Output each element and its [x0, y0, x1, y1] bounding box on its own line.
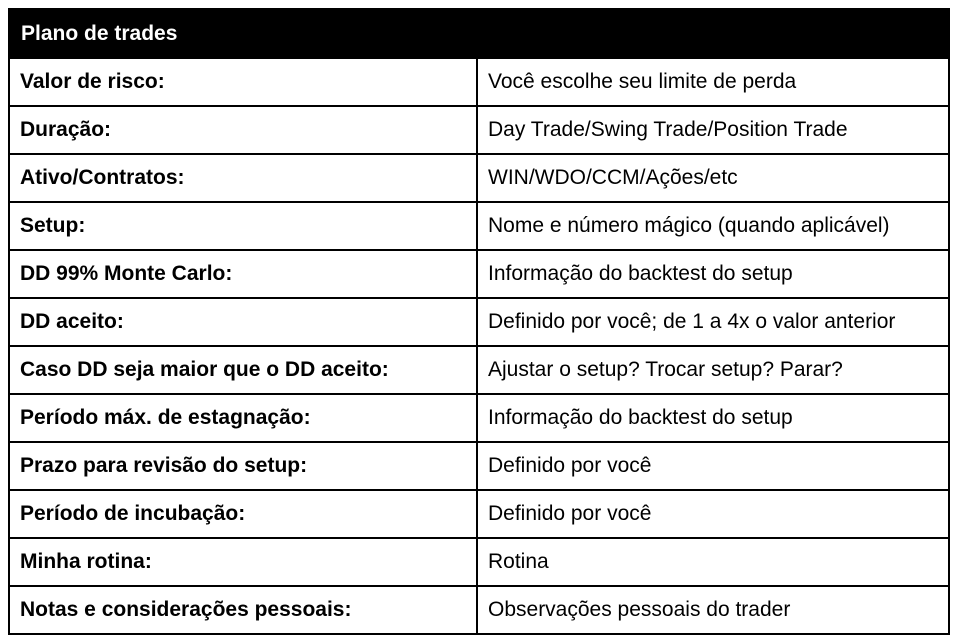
table-row: [9, 58, 949, 106]
row-value: Informação do backtest do setup: [477, 250, 949, 298]
row-value: Observações pessoais do trader: [477, 586, 949, 634]
row-value: WIN/WDO/CCM/Ações/etc: [477, 154, 949, 202]
table-row: [9, 442, 949, 490]
row-value: Rotina: [477, 538, 949, 586]
table-row: [9, 490, 949, 538]
table-row: [9, 346, 949, 394]
trade-plan-table: [8, 8, 950, 635]
table-row: [9, 394, 949, 442]
row-value: Day Trade/Swing Trade/Position Trade: [477, 106, 949, 154]
table-row: [9, 154, 949, 202]
row-value: Ajustar o setup? Trocar setup? Parar?: [477, 346, 949, 394]
row-label: Prazo para revisão do setup:: [9, 442, 477, 490]
table-row: [9, 202, 949, 250]
row-label: Setup:: [9, 202, 477, 250]
table-row: [9, 298, 949, 346]
table-title: Plano de trades: [9, 9, 949, 58]
row-value: Definido por você: [477, 442, 949, 490]
row-label: Caso DD seja maior que o DD aceito:: [9, 346, 477, 394]
row-label: DD 99% Monte Carlo:: [9, 250, 477, 298]
row-label: Período de incubação:: [9, 490, 477, 538]
row-label: Valor de risco:: [9, 58, 477, 106]
row-label: Notas e considerações pessoais:: [9, 586, 477, 634]
row-label: Ativo/Contratos:: [9, 154, 477, 202]
row-label: Duração:: [9, 106, 477, 154]
row-label: Período máx. de estagnação:: [9, 394, 477, 442]
table-row: [9, 538, 949, 586]
row-value: Nome e número mágico (quando aplicável): [477, 202, 949, 250]
table-header-row: [9, 9, 949, 58]
table-row: [9, 250, 949, 298]
table-row: [9, 106, 949, 154]
row-label: DD aceito:: [9, 298, 477, 346]
row-label: Minha rotina:: [9, 538, 477, 586]
row-value: Definido por você; de 1 a 4x o valor anterior: [477, 298, 949, 346]
row-value: Você escolhe seu limite de perda: [477, 58, 949, 106]
row-value: Informação do backtest do setup: [477, 394, 949, 442]
table-row: [9, 586, 949, 634]
row-value: Definido por você: [477, 490, 949, 538]
